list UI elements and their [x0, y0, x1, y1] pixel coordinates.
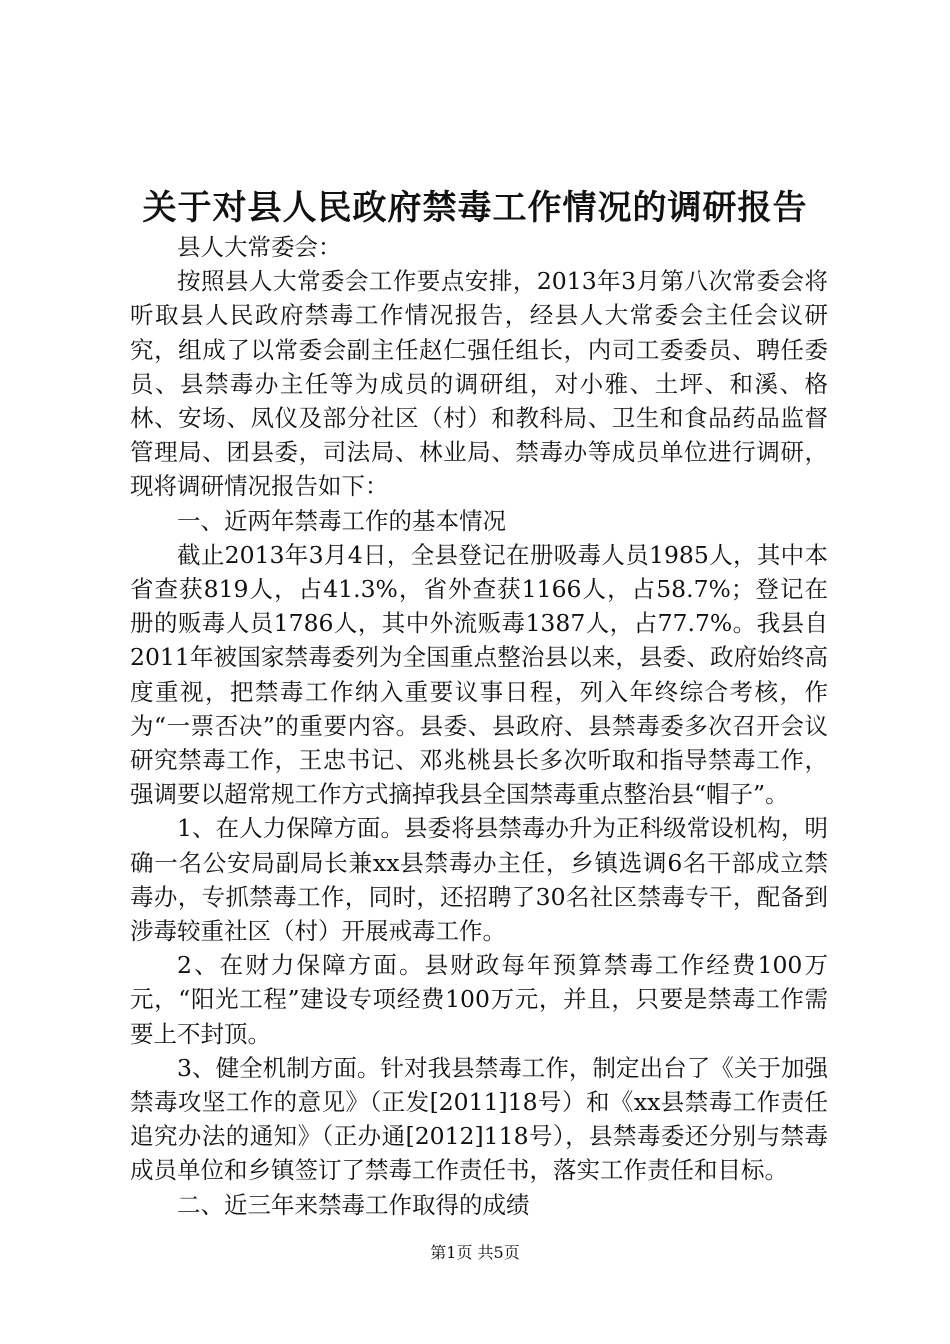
paragraph-intro: 按照县人大常委会工作要点安排，2013年3月第八次常委会将听取县人民政府禁毒工作情况报告，经县人大常委会主任会议研究，组成了以常委会副主任赵仁强任组长，内司工委委员、聘任委员、县禁毒办主任等为成员的调研组，对小雅、土坪、和溪、格林、安场、凤仪及部分社区（村）和教科局、卫生和食品药品监督管理局、团县委，司法局、林业局、禁毒办等成员单位进行调研，现将调研情况报告如下： [130, 267, 828, 501]
paragraph-basic-situation: 截止2013年3月4日，全县登记在册吸毒人员1985人，其中本省查获819人，占41.3%，省外查获1166人，占58.7%；登记在册的贩毒人员1786人，其中外流贩毒1387人，占77.7%。我县自2011年被国家禁毒委列为全国重点整治县以来，县委、政府始终高度重视，把禁毒工作纳入重要议事日程，列入年终综合考核，作为“一票否决”的重要内容。县委、县政府、县禁毒委多次召开会议研究禁毒工作，王忠书记、邓兆桃县长多次听取和指导禁毒工作，强调要以超常规工作方式摘掉我县全国禁毒重点整治县“帽子”。 [130, 540, 828, 809]
document-title: 关于对县人民政府禁毒工作情况的调研报告 [142, 188, 808, 228]
salutation: 县人大常委会： [177, 233, 342, 261]
page-number: 第1页 共5页 [430, 1243, 520, 1262]
section-heading-1: 一、近两年禁毒工作的基本情况 [177, 506, 506, 535]
paragraph-manpower: 1、在人力保障方面。县委将县禁毒办升为正科级常设机构，明确一名公安局副局长兼xx县禁毒办主任，乡镇选调6名干部成立禁毒办，专抓禁毒工作，同时，还招聘了30名社区禁毒专干，配备到涉毒较重社区（村）开展戒毒工作。 [130, 814, 828, 946]
paragraph-finance: 2、在财力保障方面。县财政每年预算禁毒工作经费100万元，“阳光工程”建设专项经费100万元，并且，只要是禁毒工作需要上不封顶。 [130, 951, 828, 1048]
section-heading-2: 二、近三年来禁毒工作取得的成绩 [177, 1190, 530, 1219]
paragraph-mechanism: 3、健全机制方面。针对我县禁毒工作，制定出台了《关于加强禁毒攻坚工作的意见》（正发[2011]18号）和《xx县禁毒工作责任追究办法的通知》（正办通[2012]118号），县禁毒委还分别与禁毒成员单位和乡镇签订了禁毒工作责任书，落实工作责任和目标。 [130, 1053, 828, 1185]
document-body [130, 230, 828, 1222]
